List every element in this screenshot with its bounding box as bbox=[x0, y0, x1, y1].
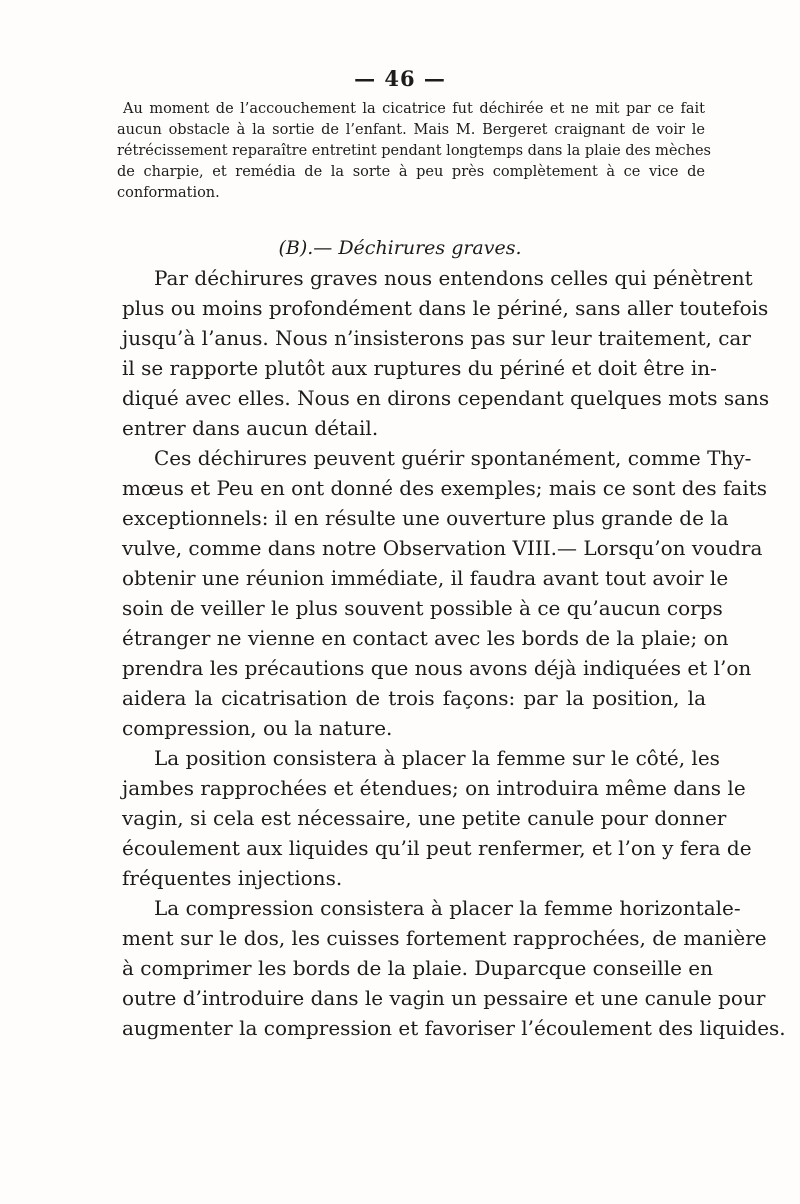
intro-line: de charpie, et remédia de la sorte à peu près complètement à ce vice de bbox=[117, 164, 705, 180]
body-line: Ces déchirures peuvent guérir spontanément, comme Thy- bbox=[154, 446, 752, 470]
body-line: outre d’introduire dans le vagin un pessaire et une canule pour bbox=[122, 986, 766, 1010]
body-line: jusqu’à l’anus. Nous n’insisterons pas sur leur traitement, car bbox=[122, 326, 751, 350]
intro-line: rétrécissement reparaître entretint pendant longtemps dans la plaie des mèches bbox=[117, 143, 711, 159]
body-line: ment sur le dos, les cuisses fortement rapprochées, de manière bbox=[122, 926, 767, 950]
body-line: diqué avec elles. Nous en dirons cependant quelques mots sans bbox=[122, 386, 770, 410]
page-number: — 46 — bbox=[354, 66, 446, 91]
body-line: à comprimer les bords de la plaie. Duparcque conseille en bbox=[122, 956, 713, 980]
body-line: compression, ou la nature. bbox=[122, 716, 393, 740]
intro-line: aucun obstacle à la sortie de l’enfant. Mais M. Bergeret craignant de voir le bbox=[117, 122, 705, 138]
body-line: aidera la cicatrisation de trois façons: par la position, la bbox=[122, 686, 706, 710]
body-line: vulve, comme dans notre Observation VIII.— Lorsqu’on voudra bbox=[122, 536, 763, 560]
body-line: obtenir une réunion immédiate, il faudra avant tout avoir le bbox=[122, 566, 729, 590]
body-line: plus ou moins profondément dans le périné, sans aller toutefois bbox=[122, 296, 769, 320]
section-heading: (B).— Déchirures graves. bbox=[278, 237, 522, 259]
body-line: La position consistera à placer la femme sur le côté, les bbox=[154, 746, 720, 770]
body-line: il se rapporte plutôt aux ruptures du périné et doit être in- bbox=[122, 356, 717, 380]
intro-line: Au moment de l’accouchement la cicatrice fut déchirée et ne mit par ce fait bbox=[123, 101, 705, 117]
body-line: jambes rapprochées et étendues; on introduira même dans le bbox=[122, 776, 746, 800]
body-line: soin de veiller le plus souvent possible à ce qu’aucun corps bbox=[122, 596, 723, 620]
body-line: étranger ne vienne en contact avec les bords de la plaie; on bbox=[122, 626, 729, 650]
body-text bbox=[122, 263, 786, 1043]
body-line: mœus et Peu en ont donné des exemples; mais ce sont des faits bbox=[122, 476, 768, 500]
intro-paragraph bbox=[117, 99, 711, 204]
body-line: La compression consistera à placer la femme horizontale- bbox=[154, 896, 741, 920]
body-line: vagin, si cela est nécessaire, une petite canule pour donner bbox=[122, 806, 727, 830]
body-line: augmenter la compression et favoriser l’écoulement des liquides. bbox=[122, 1016, 786, 1040]
body-line: fréquentes injections. bbox=[122, 866, 343, 890]
body-line: exceptionnels: il en résulte une ouverture plus grande de la bbox=[122, 506, 729, 530]
body-line: entrer dans aucun détail. bbox=[122, 416, 379, 440]
intro-line: conformation. bbox=[117, 185, 220, 201]
body-line: prendra les précautions que nous avons déjà indiquées et l’on bbox=[122, 656, 752, 680]
body-line: écoulement aux liquides qu’il peut renfermer, et l’on y fera de bbox=[122, 836, 752, 860]
body-line: Par déchirures graves nous entendons celles qui pénètrent bbox=[154, 266, 753, 290]
